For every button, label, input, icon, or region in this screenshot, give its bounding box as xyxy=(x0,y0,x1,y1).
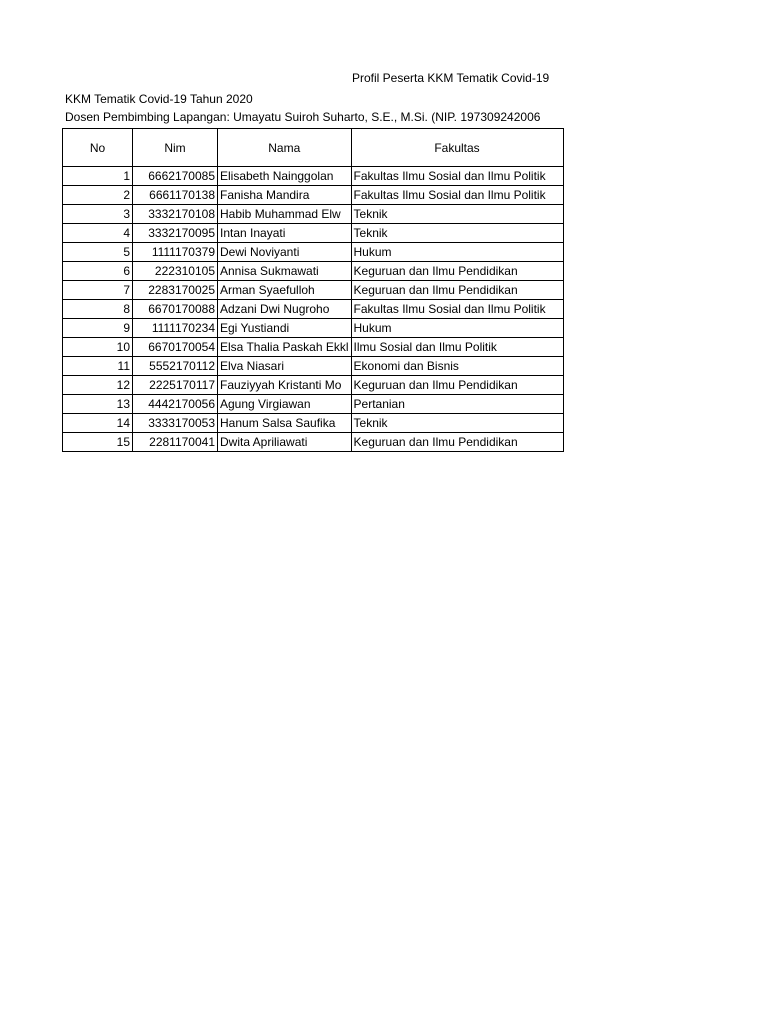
table-row xyxy=(63,186,564,205)
cell-no: 3 xyxy=(63,205,133,224)
cell-fakultas: Hukum xyxy=(351,243,563,262)
cell-nama: Habib Muhammad Elw xyxy=(218,205,352,224)
table-row xyxy=(63,357,564,376)
cell-no: 15 xyxy=(63,433,133,452)
header-nama: Nama xyxy=(218,129,352,167)
participant-table xyxy=(62,128,564,452)
cell-nama: Fanisha Mandira xyxy=(218,186,352,205)
table-body xyxy=(63,167,564,452)
cell-nim: 3332170095 xyxy=(133,224,218,243)
cell-fakultas: Keguruan dan Ilmu Pendidikan xyxy=(351,281,563,300)
document-subtitle: KKM Tematik Covid-19 Tahun 2020 xyxy=(65,92,253,106)
cell-fakultas: Keguruan dan Ilmu Pendidikan xyxy=(351,376,563,395)
table-row xyxy=(63,300,564,319)
table-row xyxy=(63,262,564,281)
cell-nama: Agung Virgiawan xyxy=(218,395,352,414)
table-row xyxy=(63,433,564,452)
cell-nama: Elisabeth Nainggolan xyxy=(218,167,352,186)
document-title: Profil Peserta KKM Tematik Covid-19 xyxy=(352,71,550,85)
table-row xyxy=(63,167,564,186)
cell-fakultas: Keguruan dan Ilmu Pendidikan xyxy=(351,262,563,281)
cell-no: 2 xyxy=(63,186,133,205)
cell-no: 13 xyxy=(63,395,133,414)
cell-nim: 3332170108 xyxy=(133,205,218,224)
header-no: No xyxy=(63,129,133,167)
cell-no: 14 xyxy=(63,414,133,433)
table-row xyxy=(63,281,564,300)
cell-fakultas: Fakultas Ilmu Sosial dan Ilmu Politik xyxy=(351,186,563,205)
header-nim: Nim xyxy=(133,129,218,167)
cell-fakultas: Fakultas Ilmu Sosial dan Ilmu Politik xyxy=(351,300,563,319)
cell-no: 4 xyxy=(63,224,133,243)
cell-no: 1 xyxy=(63,167,133,186)
table-row xyxy=(63,395,564,414)
cell-nim: 1111170379 xyxy=(133,243,218,262)
cell-fakultas: Teknik xyxy=(351,224,563,243)
table-row xyxy=(63,224,564,243)
table-row xyxy=(63,243,564,262)
cell-fakultas: Fakultas Ilmu Sosial dan Ilmu Politik xyxy=(351,167,563,186)
cell-nama: Adzani Dwi Nugroho xyxy=(218,300,352,319)
cell-no: 10 xyxy=(63,338,133,357)
cell-fakultas: Keguruan dan Ilmu Pendidikan xyxy=(351,433,563,452)
cell-nim: 5552170112 xyxy=(133,357,218,376)
cell-fakultas: Teknik xyxy=(351,414,563,433)
cell-nama: Intan Inayati xyxy=(218,224,352,243)
supervisor-line xyxy=(65,110,560,124)
cell-nim: 4442170056 xyxy=(133,395,218,414)
cell-nama: Dwita Apriliawati xyxy=(218,433,352,452)
cell-no: 7 xyxy=(63,281,133,300)
cell-fakultas: Pertanian xyxy=(351,395,563,414)
cell-nama: Fauziyyah Kristanti Mo xyxy=(218,376,352,395)
cell-nim: 2281170041 xyxy=(133,433,218,452)
cell-nama: Egi Yustiandi xyxy=(218,319,352,338)
cell-nim: 6661170138 xyxy=(133,186,218,205)
table-row xyxy=(63,376,564,395)
cell-nama: Elsa Thalia Paskah Ekkl xyxy=(218,338,352,357)
cell-no: 9 xyxy=(63,319,133,338)
cell-nama: Hanum Salsa Saufika xyxy=(218,414,352,433)
cell-nim: 6662170085 xyxy=(133,167,218,186)
table-row xyxy=(63,414,564,433)
cell-nama: Annisa Sukmawati xyxy=(218,262,352,281)
cell-nama: Arman Syaefulloh xyxy=(218,281,352,300)
cell-nim: 2283170025 xyxy=(133,281,218,300)
table-row xyxy=(63,205,564,224)
cell-no: 5 xyxy=(63,243,133,262)
cell-nim: 1111170234 xyxy=(133,319,218,338)
table-row xyxy=(63,319,564,338)
cell-no: 11 xyxy=(63,357,133,376)
cell-fakultas: Ekonomi dan Bisnis xyxy=(351,357,563,376)
table-row xyxy=(63,338,564,357)
cell-nim: 6670170088 xyxy=(133,300,218,319)
supervisor-value: Umayatu Suiroh Suharto, S.E., M.Si. (NIP. 197309242006 xyxy=(233,110,541,124)
cell-nim: 6670170054 xyxy=(133,338,218,357)
cell-nama: Dewi Noviyanti xyxy=(218,243,352,262)
cell-fakultas: Ilmu Sosial dan Ilmu Politik xyxy=(351,338,563,357)
cell-no: 6 xyxy=(63,262,133,281)
supervisor-label: Dosen Pembimbing Lapangan: xyxy=(65,110,230,124)
table-header-row xyxy=(63,129,564,167)
cell-nim: 2225170117 xyxy=(133,376,218,395)
cell-fakultas: Teknik xyxy=(351,205,563,224)
cell-no: 8 xyxy=(63,300,133,319)
cell-fakultas: Hukum xyxy=(351,319,563,338)
cell-nim: 3333170053 xyxy=(133,414,218,433)
cell-no: 12 xyxy=(63,376,133,395)
cell-nama: Elva Niasari xyxy=(218,357,352,376)
header-fakultas: Fakultas xyxy=(351,129,563,167)
cell-nim: 222310105 xyxy=(133,262,218,281)
